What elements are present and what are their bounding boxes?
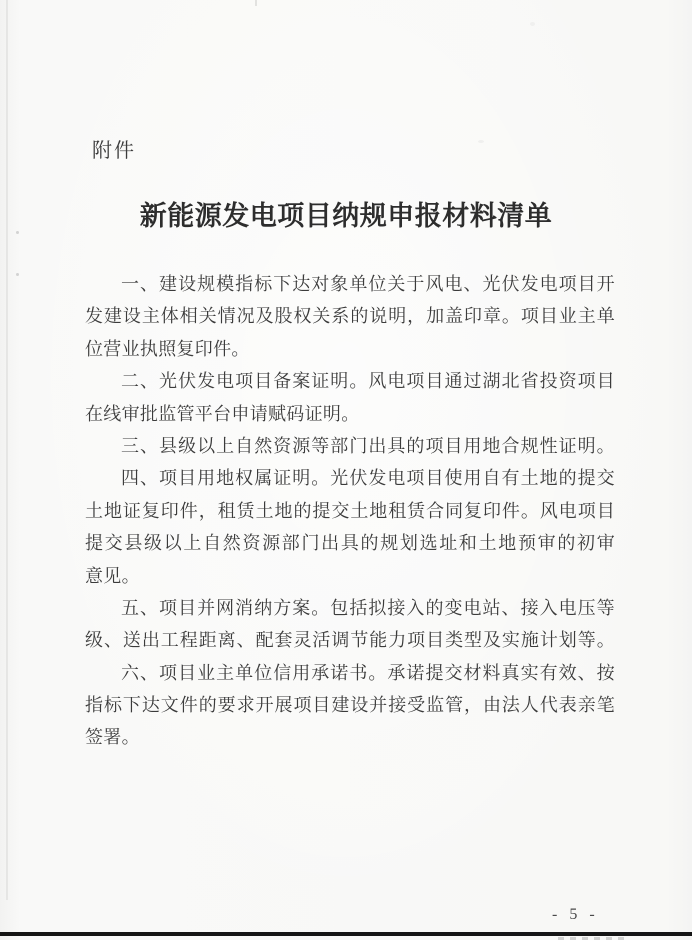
paragraph-1 [85,268,615,365]
text-line: 五、项目并网消纳方案。包括拟接入的变电站、接入电压等 [121,597,615,618]
scan-speck [16,273,19,276]
bottom-scan-bar [0,932,692,936]
text-line: 位营业执照复印件。 [85,338,250,359]
text-line: 一、建设规模指标下达对象单位关于风电、光伏发电项目开 [121,274,615,294]
text-line: 意见。 [85,565,140,586]
text-line: 签署。 [85,727,140,748]
text-line: 指标下达文件的要求开展项目建设并接受监管，由法人代表亲笔 [85,695,615,716]
paragraph-2 [85,365,615,430]
paragraph-6 [85,657,615,754]
scan-speck [530,22,535,26]
page-number: - 5 - [552,906,599,923]
text-line: 级、送出工程距离、配套灵活调节能力项目类型及实施计划等。 [85,630,615,651]
document-title: 新能源发电项目纳规申报材料清单 [139,201,553,231]
text-line: 二、光伏发电项目备案证明。风电项目通过湖北省投资项目 [121,371,615,392]
attachment-label: 附件 [92,140,136,162]
text-line: 六、项目业主单位信用承诺书。承诺提交材料真实有效、按 [121,662,615,683]
document-body [85,268,615,754]
text-line: 提交县级以上自然资源部门出具的规划选址和土地预审的初审 [85,533,615,554]
text-line: 四、项目用地权属证明。光伏发电项目使用自有土地的提交 [121,468,615,489]
text-line: 在线审批监管平台申请赋码证明。 [85,403,360,424]
paragraph-4 [85,462,615,592]
text-line: 发建设主体相关情况及股权关系的说明，加盖印章。项目业主单 [85,306,615,327]
scan-speck [255,0,257,6]
scan-edge-artifact [6,0,8,900]
text-line: 土地证复印件，租赁土地的提交土地租赁合同复印件。风电项目 [85,500,615,521]
paragraph-3 [85,430,615,462]
scan-speck [478,140,484,143]
paragraph-5 [85,592,615,657]
text-line: 三、县级以上自然资源等部门出具的项目用地合规性证明。 [121,435,615,456]
